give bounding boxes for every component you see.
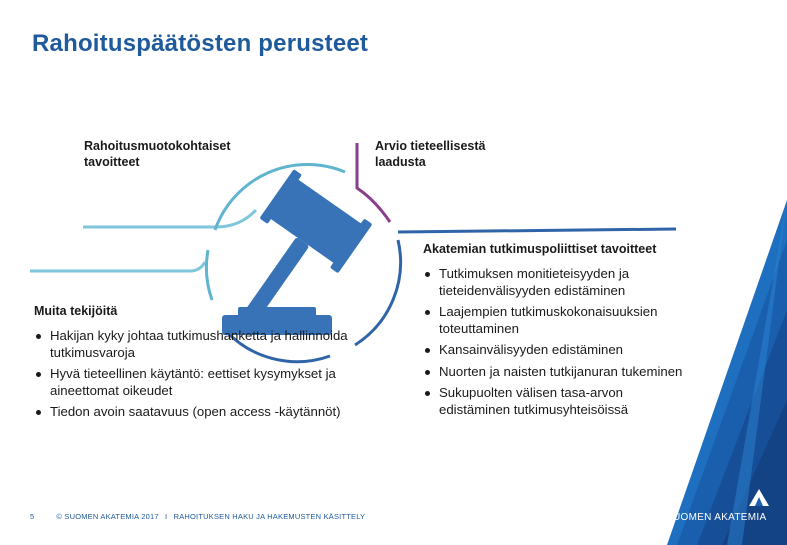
teal-line-lower	[30, 262, 205, 271]
list-item: Hakijan kyky johtaa tutkimushanketta ja hallinnoida tutkimusvaroja	[34, 328, 374, 361]
brand-name: SUOMEN AKATEMIA	[666, 512, 767, 523]
list-item: Sukupuolten välisen tasa-arvon edistäminen tutkimusyhteisöissä	[423, 385, 693, 418]
circle-arc-teal-left	[206, 250, 212, 300]
other-factors-list	[34, 328, 374, 426]
footer-subtitle: RAHOITUKSEN HAKU JA HAKEMUSTEN KÄSITTELY	[173, 512, 366, 521]
footer-separator: I	[165, 512, 168, 521]
list-item: Laajempien tutkimuskokonaisuuksien toteuttaminen	[423, 304, 693, 337]
label-scientific-quality: Arvio tieteellisestä laadusta	[375, 139, 486, 169]
footer-copyright: © SUOMEN AKATEMIA 2017	[56, 512, 159, 521]
teal-line-upper	[83, 210, 256, 227]
brand-corner-graphic	[667, 200, 787, 545]
list-item: Tutkimuksen monitieteisyyden ja tieteidenvälisyyden edistäminen	[423, 266, 693, 299]
other-factors-title: Muita tekijöitä	[34, 304, 118, 318]
list-item: Tiedon avoin saatavuus (open access -käytännöt)	[34, 404, 374, 421]
list-item: Hyvä tieteellinen käytäntö: eettiset kysymykset ja aineettomat oikeudet	[34, 366, 374, 399]
list-item: Kansainvälisyyden edistäminen	[423, 342, 693, 359]
policy-goals-list	[423, 266, 693, 423]
footer-text	[56, 512, 365, 521]
page-number: 5	[30, 512, 35, 521]
footer	[30, 512, 365, 521]
label-funding-goals: Rahoitusmuotokohtaiset tavoitteet	[84, 139, 231, 169]
list-item: Nuorten ja naisten tutkijanuran tukeminen	[423, 364, 693, 381]
blue-line	[398, 229, 676, 232]
policy-goals-title: Akatemian tutkimuspoliittiset tavoitteet	[423, 242, 657, 256]
page-title: Rahoituspäätösten perusteet	[32, 30, 369, 57]
